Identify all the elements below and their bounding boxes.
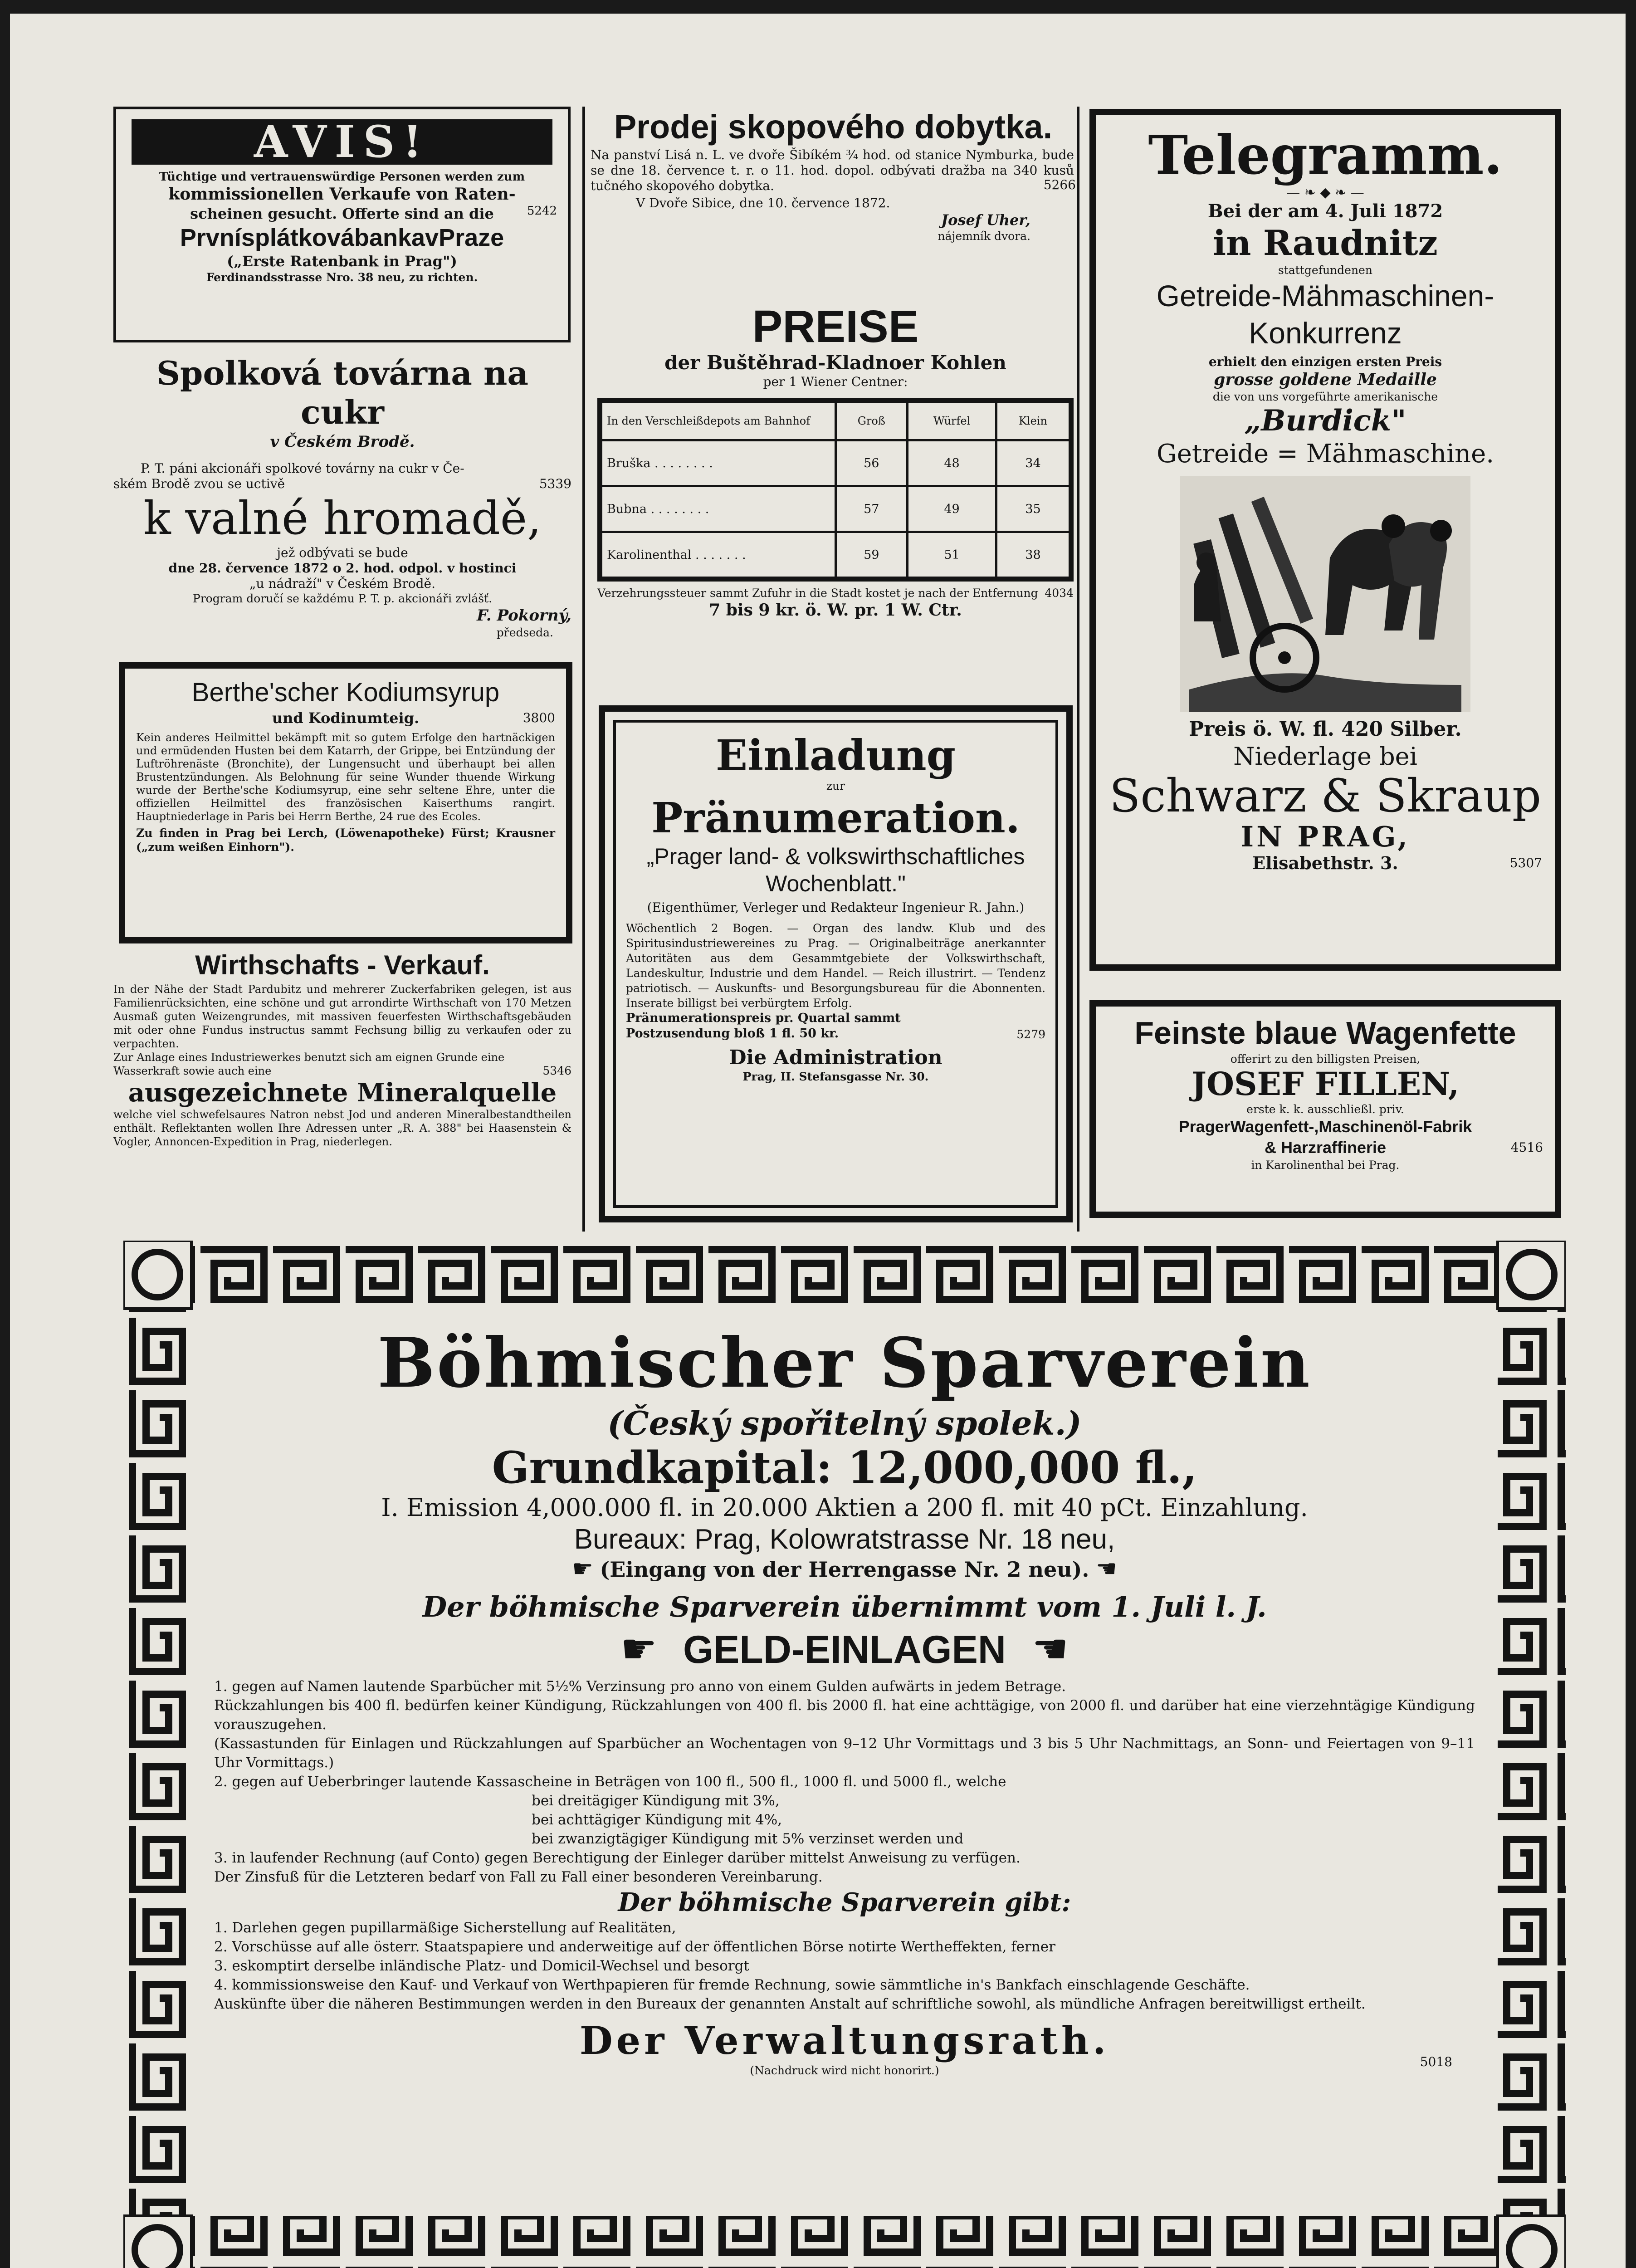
coal-price-table bbox=[600, 401, 1071, 579]
wirthschafts-ad bbox=[113, 948, 571, 1234]
telegramm-line: „Burdick" bbox=[1244, 404, 1406, 438]
pointing-hand-left-icon: ☚ bbox=[1032, 1625, 1069, 1673]
telegramm-line: die von uns vorgeführte amerikanische bbox=[1212, 390, 1438, 403]
sparverein-service: 3. eskomptirt derselbe inländische Platz- und Domicil-Wechsel und besorgt bbox=[214, 1958, 749, 1974]
sparverein-point: bei zwanzigtägiger Kündigung mit 5% verzinset werden und bbox=[532, 1831, 964, 1847]
table-header: Groß bbox=[835, 402, 908, 440]
spolkova-line: P. T. páni akcionáři spolkové továrny na cukr v Če- bbox=[141, 461, 464, 476]
feinste-name: JOSEF FILLEN, bbox=[1191, 1065, 1460, 1103]
sparverein-point: bei achttägiger Kündigung mit 4%, bbox=[532, 1812, 782, 1828]
avis-line: scheinen gesucht. Offerte sind an die bbox=[190, 205, 494, 222]
table-cell: 38 bbox=[996, 532, 1070, 578]
prodej-title: Prodej skopového dobytka. bbox=[614, 108, 1053, 146]
pointing-hand-right-icon: ☛ bbox=[620, 1625, 657, 1673]
sparverein-entrance: (Eingang von der Herrengasse Nr. 2 neu). bbox=[600, 1557, 1089, 1582]
berthe-title: Berthe'scher Kodiumsyrup bbox=[191, 678, 500, 707]
sparverein-bureaux: Bureaux: Prag, Kolowratstrasse Nr. 18 neu, bbox=[574, 1524, 1115, 1555]
spolkova-line: dne 28. července 1872 o 2. hod. odpol. v hostinci bbox=[168, 561, 517, 576]
preise-note-price: 7 bis 9 kr. ö. W. pr. 1 W. Ctr. bbox=[709, 601, 962, 620]
table-cell: Bruška . . . . . . . . bbox=[601, 440, 836, 486]
table-cell: Bubna . . . . . . . . bbox=[601, 486, 836, 532]
telegramm-ad bbox=[1089, 109, 1561, 971]
sparverein-point: 2. gegen auf Ueberbringer lautende Kassascheine in Beträgen von 100 fl., 500 fl., 1000 fl. und 5000 fl., welche bbox=[214, 1774, 1006, 1790]
preise-number: 4034 bbox=[1045, 587, 1074, 600]
einladung-zur: zur bbox=[826, 779, 845, 792]
feinste-line: erste k. k. ausschließl. priv. bbox=[1246, 1103, 1404, 1116]
spolkova-signature: F. Pokorný, bbox=[477, 606, 571, 625]
avis-address: Ferdinandsstrasse Nro. 38 neu, zu richten. bbox=[206, 271, 478, 284]
table-row bbox=[601, 486, 1070, 532]
wirthschafts-text: welche viel schwefelsaures Natron nebst Jod und anderen Mineralbestandtheilen enthält. Reflektanten wollen Ihre Adressen unter „R. A. 388" bei Haasenstein & Vogler, Annoncen-Expedition in Prag, niederlegen. bbox=[113, 1108, 571, 1148]
sparverein-no-reprint: (Nachdruck wird nicht honorirt.) bbox=[750, 2064, 939, 2077]
telegramm-ornament: — ❧ ◆ ❧ — bbox=[1286, 185, 1364, 200]
table-cell: 49 bbox=[908, 486, 996, 532]
sparverein-capital: Grundkapital: 12,000,000 fl., bbox=[492, 1442, 1197, 1493]
telegramm-line: erhielt den einzigen ersten Preis bbox=[1208, 354, 1442, 369]
einladung-admin: Die Administration bbox=[729, 1046, 943, 1069]
avis-bank-name: PrvnísplátkovábankavPraze bbox=[180, 224, 504, 251]
einladung-ad bbox=[599, 705, 1073, 1222]
preise-title: PREISE bbox=[752, 302, 919, 352]
sparverein-point: Rückzahlungen bis 400 fl. bedürfen keiner Kündigung, Rückzahlungen von 400 fl. bis 2000 fl. hat eine achttägige, von 2000 fl. und darüber hat eine vierzehntägige Kündigung vorauszugehen. bbox=[214, 1697, 1475, 1733]
berthe-text: Kein anderes Heilmittel bekämpft mit so gutem Erfolge den hartnäckigen und ermüdenden Husten bei dem Katarrh, der Grippe, bei Entzündung der Luftröhrenäste (Bronchite), der Lungensucht und überhaupt bei allen Brustentzündungen. Als Belohnung für seine Wunder thuende Wirkung wurde der Berthe'sche Kodiumsyrup, eine sehr seltene Ehre, unter die offiziellen Heilmittel des französischen Kaiserthums rangirt. Hauptniederlage in Paris bei Herrn Berthe, 24 rue des Ecoles. bbox=[136, 731, 555, 823]
telegramm-address: Elisabethstr. 3. bbox=[1252, 853, 1398, 873]
telegramm-line: grosse goldene Medaille bbox=[1214, 370, 1437, 389]
einladung-number: 5279 bbox=[1016, 1028, 1045, 1041]
feinste-ad bbox=[1089, 1000, 1561, 1218]
mowing-machine-illustration bbox=[1180, 476, 1470, 712]
prodej-number: 5266 bbox=[1043, 177, 1076, 192]
newspaper-page bbox=[10, 14, 1626, 2268]
sparverein-service: 1. Darlehen gegen pupillarmäßige Sicherstellung auf Realitäten, bbox=[214, 1920, 676, 1936]
einladung-headline: Pränumeration. bbox=[651, 793, 1020, 842]
berthe-ad bbox=[119, 662, 572, 943]
sparverein-emission: I. Emission 4,000.000 fl. in 20.000 Aktien a 200 fl. mit 40 pCt. Einzahlung. bbox=[381, 1493, 1308, 1522]
column-rule-left bbox=[582, 107, 585, 1232]
telegramm-line: Konkurrenz bbox=[1249, 316, 1402, 350]
table-cell: 56 bbox=[835, 440, 908, 486]
avis-line: Tüchtige und vertrauenswürdige Personen werden zum bbox=[159, 170, 525, 184]
prodej-signature-title: nájemník dvora. bbox=[938, 230, 1030, 243]
avis-ad bbox=[113, 107, 571, 342]
sparverein-service: 2. Vorschüsse auf alle österr. Staatspapiere und anderweitige auf der öffentlichen Börse notirte Wertheffekten, ferner bbox=[214, 1939, 1055, 1955]
feinste-line: offerirt zu den billigsten Preisen, bbox=[1230, 1052, 1421, 1066]
sparverein-title: Böhmischer Sparverein bbox=[377, 1323, 1312, 1403]
berthe-stores: Zu finden in Prag bei Lerch, (Löwenapotheke) Fürst; Krausner („zum weißen Einhorn"). bbox=[136, 826, 555, 854]
table-header: In den Verschleißdepots am Bahnhof bbox=[601, 402, 836, 440]
table-header: Würfel bbox=[908, 402, 996, 440]
avis-line: kommissionellen Verkaufe von Raten- bbox=[168, 185, 516, 204]
table-row bbox=[601, 532, 1070, 578]
sparverein-number: 5018 bbox=[1420, 2054, 1452, 2069]
column-rule-right bbox=[1077, 107, 1079, 1232]
telegramm-price: Preis ö. W. fl. 420 Silber. bbox=[1189, 718, 1462, 741]
sparverein-service: Auskünfte über die näheren Bestimmungen werden in den Bureaux der genannten Anstalt auf schriftliche sowohl, als mündliche Anfragen bereitwilligst ertheilt. bbox=[214, 1996, 1366, 2012]
sparverein-content bbox=[200, 1313, 1489, 2211]
sparverein-deposits: GELD-EINLAGEN bbox=[683, 1628, 1006, 1672]
preise-note: Verzehrungssteuer sammt Zufuhr in die Stadt kostet je nach der Entfernung bbox=[597, 587, 1038, 600]
telegramm-firm: Schwarz & Skraup bbox=[1109, 769, 1542, 822]
telegramm-line: Niederlage bei bbox=[1233, 742, 1417, 771]
telegramm-number: 5307 bbox=[1509, 855, 1542, 870]
wirthschafts-text: Zur Anlage eines Industriewerkes benutzt sich am eignen Grunde eine Wasserkraft sowie auch eine bbox=[113, 1051, 505, 1077]
sparverein-ad bbox=[123, 1241, 1566, 2268]
sparverein-takes-over: Der böhmische Sparverein übernimmt vom 1. Juli l. J. bbox=[422, 1590, 1267, 1623]
einladung-title: Einladung bbox=[716, 731, 956, 780]
prodej-place: V Dvoře Sibice, dne 10. července 1872. bbox=[636, 196, 890, 210]
wirthschafts-headline: ausgezeichnete Mineralquelle bbox=[128, 1078, 557, 1108]
berthe-number: 3800 bbox=[523, 710, 555, 725]
telegramm-line: stattgefundenen bbox=[1278, 264, 1372, 277]
einladung-price: Pränumerationspreis pr. Quartal sammt Postzusendung bloß 1 fl. 50 kr. bbox=[626, 1011, 901, 1041]
table-header: Klein bbox=[996, 402, 1070, 440]
pointing-hand-right-icon: ☛ bbox=[572, 1555, 593, 1583]
feinste-title: Feinste blaue Wagenfette bbox=[1134, 1015, 1516, 1051]
preise-ad bbox=[597, 302, 1074, 701]
spolkova-headline: k valné hromadě, bbox=[143, 492, 542, 545]
wirthschafts-title: Wirthschafts - Verkauf. bbox=[195, 950, 490, 980]
spolkova-line: Program doručí se každému P. T. p. akcionáři zvlášť. bbox=[192, 592, 493, 605]
prodej-signature: Josef Uher, bbox=[941, 211, 1030, 229]
berthe-subtitle: und Kodinumteig. bbox=[272, 709, 420, 727]
wirthschafts-text: In der Nähe der Stadt Pardubitz und mehrerer Zuckerfabriken gelegen, ist aus Familienrücksichten, eine schöne und gut arrondirte Wirthschaft von 170 Metzen Ausmaß guten Weizengrundes, mit massiven feuerfesten Wirthschaftsgebäuden mit oder ohne Fundus instructus sammt Fechsung billig zu verkaufen oder zu verpachten. bbox=[113, 983, 571, 1050]
sparverein-point: (Kassastunden für Einlagen und Rückzahlungen auf Sparbücher an Wochentagen von 9–12 Uhr Vormittags und 3 bis 5 Uhr Nachmittags, an Sonn- und Feiertagen von 9–11 Uhr Vormittags.) bbox=[214, 1735, 1475, 1771]
spolkova-subtitle: v Českém Brodě. bbox=[270, 433, 415, 451]
sparverein-point: 1. gegen auf Namen lautende Sparbücher mit 5½% Verzinsung pro anno von einem Gulden aufwärts in jedem Betrage. bbox=[214, 1678, 1066, 1695]
table-cell: 57 bbox=[835, 486, 908, 532]
sparverein-point: 3. in laufender Rechnung (auf Conto) gegen Berechtigung der Einleger darüber mittelst Anweisung zu verfügen. bbox=[214, 1850, 1021, 1866]
sparverein-point: Der Zinsfuß für die Letzteren bedarf von Fall zu Fall einer besonderen Vereinbarung. bbox=[214, 1869, 823, 1885]
sparverein-point: bei dreitägiger Kündigung mit 3%, bbox=[532, 1793, 780, 1809]
einladung-address: Prag, II. Stefansgasse Nr. 30. bbox=[742, 1070, 929, 1083]
sparverein-gives: Der böhmische Sparverein gibt: bbox=[618, 1887, 1071, 1917]
telegramm-city: IN PRAG, bbox=[1240, 820, 1410, 853]
sparverein-czech: (Český spořitelný spolek.) bbox=[607, 1404, 1082, 1442]
feinste-number: 4516 bbox=[1510, 1140, 1543, 1155]
feinste-line: PragerWagenfett-,Maschinenöl-Fabrik bbox=[1178, 1117, 1472, 1136]
spolkova-signature-title: předseda. bbox=[496, 626, 553, 639]
avis-number: 5242 bbox=[527, 204, 557, 218]
spolkova-number: 5339 bbox=[539, 476, 571, 491]
spolkova-line: „u nádraží" v Českém Brodě. bbox=[249, 576, 435, 591]
prodej-text: Na panství Lisá n. L. ve dvoře Šibíkém ¾ hod. od stanice Nymburka, bude se dne 18. července t. r. o 11. hod. dopol. odbývati dražba na 340 kusů tučného skopového dobytka. bbox=[591, 147, 1074, 193]
avis-title: AVIS! bbox=[132, 119, 552, 165]
sparverein-service: 4. kommissionsweise den Kauf- und Verkauf von Werthpapieren für fremde Rechnung, sowie sämmtliche in's Bankfach einschlagende Geschäfte. bbox=[214, 1977, 1250, 1993]
spolkova-line: ském Brodě zvou se uctivě bbox=[113, 476, 285, 491]
spolkova-title: Spolková továrna na cukr bbox=[156, 354, 528, 431]
feinste-line: in Karolinenthal bei Prag. bbox=[1251, 1158, 1400, 1172]
table-cell: 48 bbox=[908, 440, 996, 486]
sparverein-board: Der Verwaltungsrath. bbox=[579, 2018, 1110, 2063]
preise-subtitle: der Buštěhrad-Kladnoer Kohlen bbox=[664, 352, 1006, 374]
einladung-paper: „Prager land- & volkswirthschaftliches Wochenblatt." bbox=[646, 844, 1025, 896]
pointing-hand-left-icon: ☚ bbox=[1096, 1555, 1117, 1583]
einladung-text: Wöchentlich 2 Bogen. — Organ des landw. Klub und des Spiritusindustriewereines zu Prag. — Originalbeiträge anerkannter Autoritäten aus dem Gesammtgebiete der Volkswirthschaft, Landeskultur, Industrie und dem Handel. — Reich illustrirt. — Tendenz patriotisch. — Auskunfts- und Besorgungsbureau für die Abonnenten. Inserate billigst bei verbürgtem Erfolg. bbox=[626, 922, 1045, 1010]
telegramm-line: Getreide-Mähmaschinen- bbox=[1156, 279, 1494, 313]
preise-unit: per 1 Wiener Centner: bbox=[763, 374, 908, 389]
telegramm-title: Telegramm. bbox=[1148, 123, 1503, 186]
einladung-owner: (Eigenthümer, Verleger und Redakteur Ingenieur R. Jahn.) bbox=[647, 900, 1025, 915]
table-cell: Karolinenthal . . . . . . . bbox=[601, 532, 836, 578]
table-cell: 59 bbox=[835, 532, 908, 578]
wirthschafts-number: 5346 bbox=[542, 1064, 571, 1077]
spolkova-line: jež odbývati se bude bbox=[277, 545, 408, 560]
table-cell: 34 bbox=[996, 440, 1070, 486]
table-cell: 35 bbox=[996, 486, 1070, 532]
telegramm-line: in Raudnitz bbox=[1213, 223, 1438, 263]
prodej-ad bbox=[591, 107, 1076, 302]
feinste-line: & Harzraffinerie bbox=[1264, 1138, 1387, 1157]
table-cell: 51 bbox=[908, 532, 996, 578]
telegramm-line: Bei der am 4. Juli 1872 bbox=[1207, 200, 1443, 222]
spolkova-ad bbox=[113, 354, 571, 662]
table-row bbox=[601, 440, 1070, 486]
telegramm-line: Getreide = Mähmaschine. bbox=[1156, 439, 1494, 469]
avis-bank-german: („Erste Ratenbank in Prag") bbox=[227, 253, 457, 270]
